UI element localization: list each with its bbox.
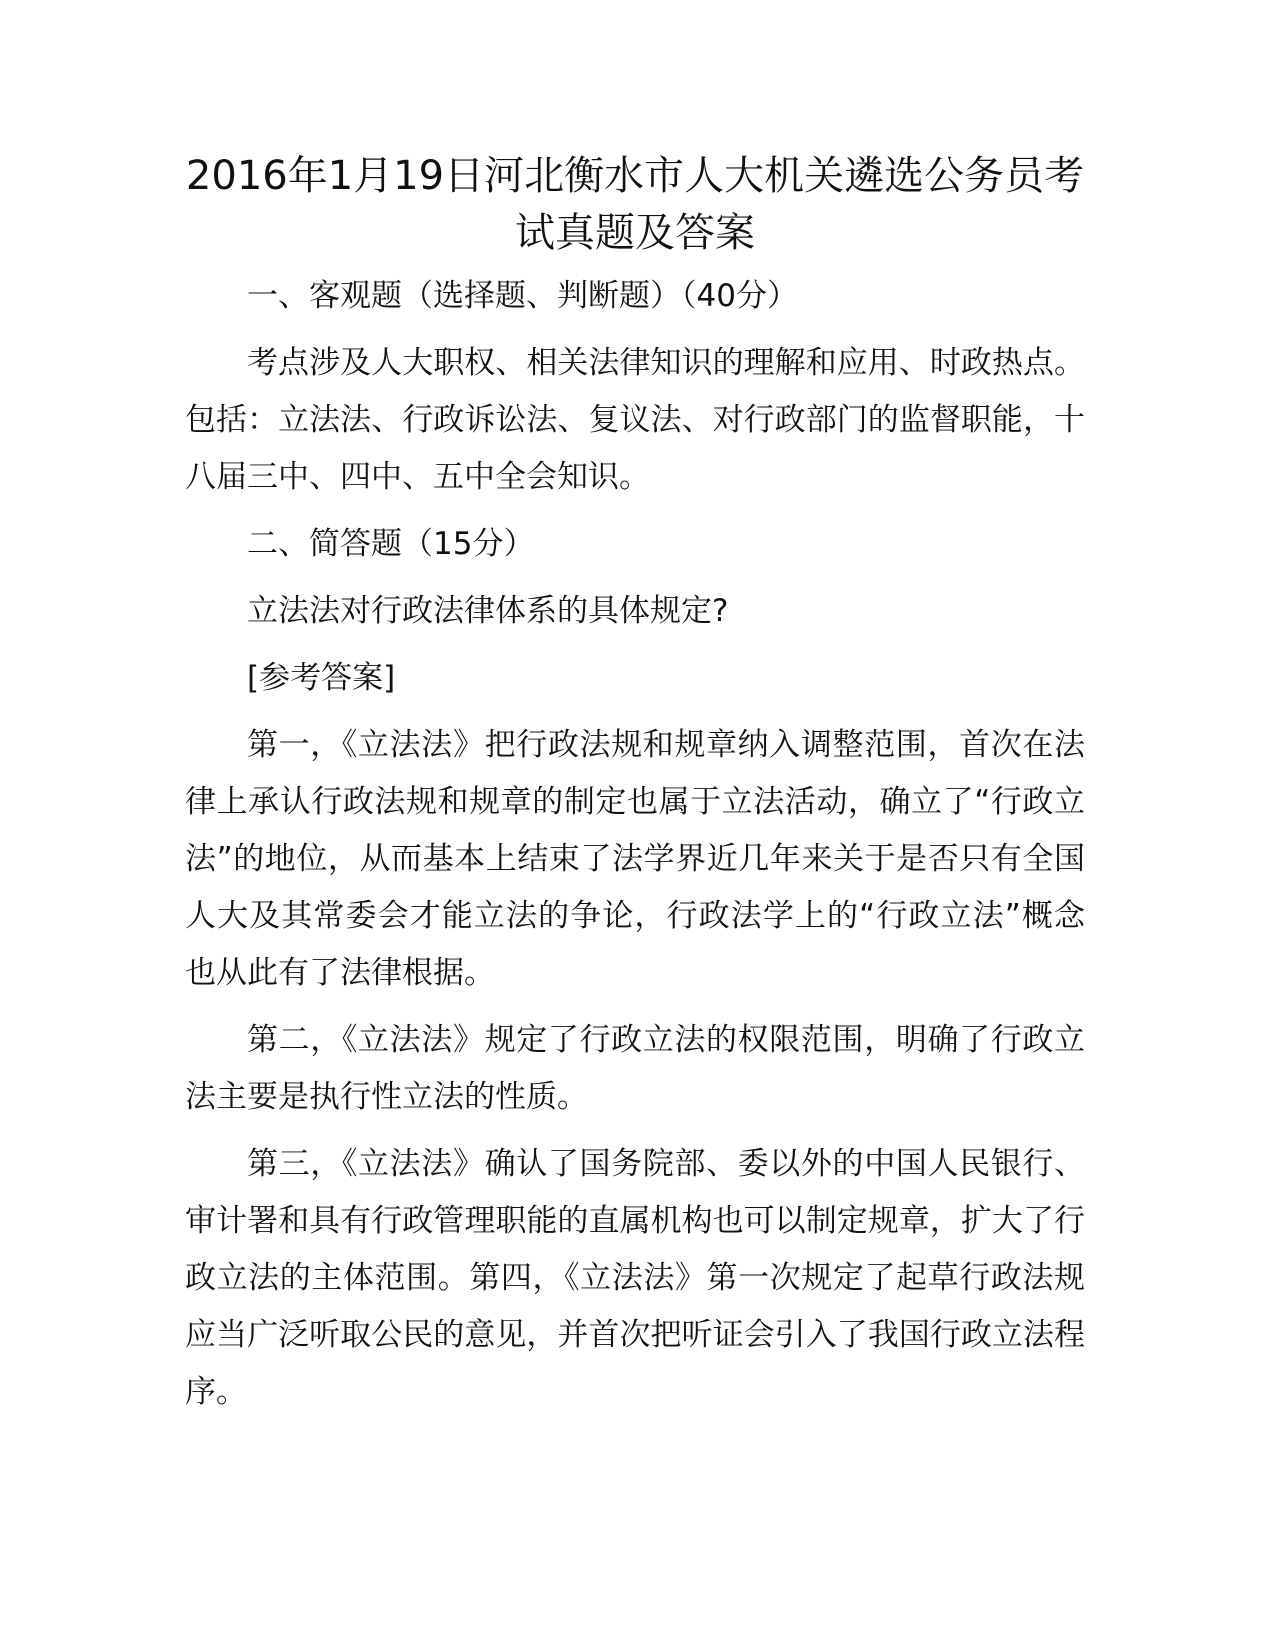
document-page [185, 148, 1085, 1421]
answer-paragraph-second: 第二，《立法法》规定了行政立法的权限范围，明确了行政立法主要是执行性立法的性质。 [185, 1022, 1085, 1115]
paragraph-exam-points: 考点涉及人大职权、相关法律知识的理解和应用、时政热点。包括：立法法、行政诉讼法、复议法、对行政部门的监督职能，十八届三中、四中、五中全会知识。 [185, 345, 1085, 495]
answer-paragraph-third: 第三，《立法法》确认了国务院部、委以外的中国人民银行、审计署和具有行政管理职能的直属机构也可以制定规章，扩大了行政立法的主体范围。第四，《立法法》第一次规定了起草行政法规应当广泛听取公民的意见，并首次把听证会引入了我国行政立法程序。 [185, 1146, 1085, 1410]
section-heading-objective: 一、客观题（选择题、判断题）（40分） [247, 278, 798, 314]
reference-answer-label: [参考答案] [247, 660, 396, 696]
document-title: 2016年1月19日河北衡水市人大机关遴选公务员考试真题及答案 [185, 153, 1085, 256]
section-heading-short-answer: 二、简答题（15分） [247, 526, 535, 562]
answer-paragraph-first: 第一，《立法法》把行政法规和规章纳入调整范围，首次在法律上承认行政法规和规章的制定也属于立法活动，确立了“行政立法”的地位，从而基本上结束了法学界近几年来关于是否只有全国人大及其常委会才能立法的争论，行政法学上的“行政立法”概念也从此有了法律根据。 [185, 727, 1085, 991]
question-text: 立法法对行政法律体系的具体规定? [247, 593, 729, 629]
